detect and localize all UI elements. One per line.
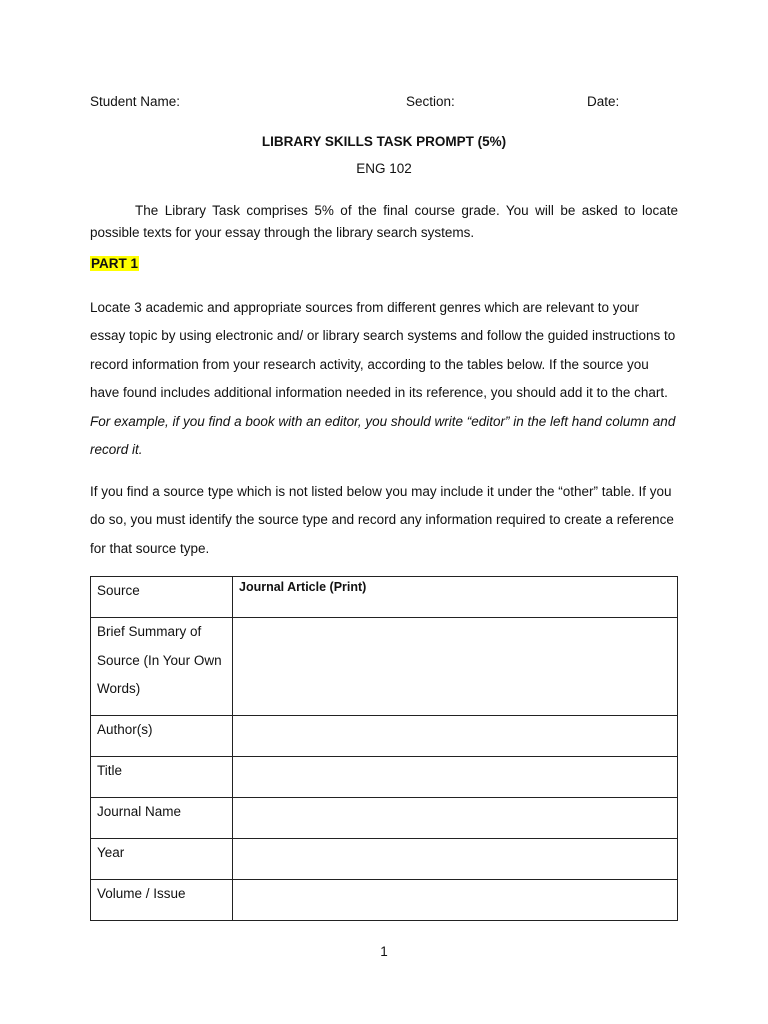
- instructions-paragraph: [90, 294, 678, 464]
- row-label: Title: [91, 757, 233, 798]
- table-row: [91, 577, 678, 618]
- row-value-field[interactable]: [233, 839, 678, 880]
- table-row: [91, 839, 678, 880]
- row-label: Journal Name: [91, 798, 233, 839]
- row-label: Year: [91, 839, 233, 880]
- course-code: ENG 102: [356, 161, 412, 176]
- row-value-field[interactable]: [233, 757, 678, 798]
- page-number: 1: [380, 944, 388, 959]
- student-name-label: Student Name:: [90, 94, 181, 109]
- table-row: [91, 880, 678, 921]
- row-label: Author(s): [91, 716, 233, 757]
- row-value-field[interactable]: [233, 716, 678, 757]
- table-row: [91, 757, 678, 798]
- row-value-field[interactable]: [233, 880, 678, 921]
- document-title: LIBRARY SKILLS TASK PROMPT (5%): [261, 134, 507, 149]
- row-value-field[interactable]: [233, 618, 678, 716]
- row-label: Source: [91, 577, 233, 618]
- row-label: Volume / Issue: [91, 880, 233, 921]
- row-value-field[interactable]: Journal Article (Print): [233, 577, 678, 618]
- other-table-paragraph: If you find a source type which is not listed below you may include it under the “other” table. If you do so, you must identify the source type and record any information required to create a reference for that source type.: [90, 484, 674, 556]
- date-label: Date:: [587, 94, 620, 109]
- table-row: [91, 716, 678, 757]
- row-label: Brief Summary of Source (In Your Own Words): [91, 618, 233, 716]
- intro-text: The Library Task comprises 5% of the final course grade. You will be asked to locate possible texts for your essay through the library search systems.: [90, 203, 678, 240]
- table-row: [91, 798, 678, 839]
- part-1-label: PART 1: [91, 256, 139, 271]
- intro-paragraph: [90, 200, 678, 244]
- instructions-example: For example, if you find a book with an editor, you should write “editor” in the left hand column and record it.: [90, 413, 676, 458]
- row-value-field[interactable]: [233, 798, 678, 839]
- table-row: [91, 618, 678, 716]
- instructions-text: Locate 3 academic and appropriate sources from different genres which are relevant to your essay topic by using electronic and/ or library search systems and follow the guided instructions to record information from your research activity, according to the tables below. If the source you have found includes additional information needed in its reference, you should add it to the chart.: [90, 300, 676, 401]
- source-table: [90, 576, 678, 921]
- section-label: Section:: [406, 94, 455, 109]
